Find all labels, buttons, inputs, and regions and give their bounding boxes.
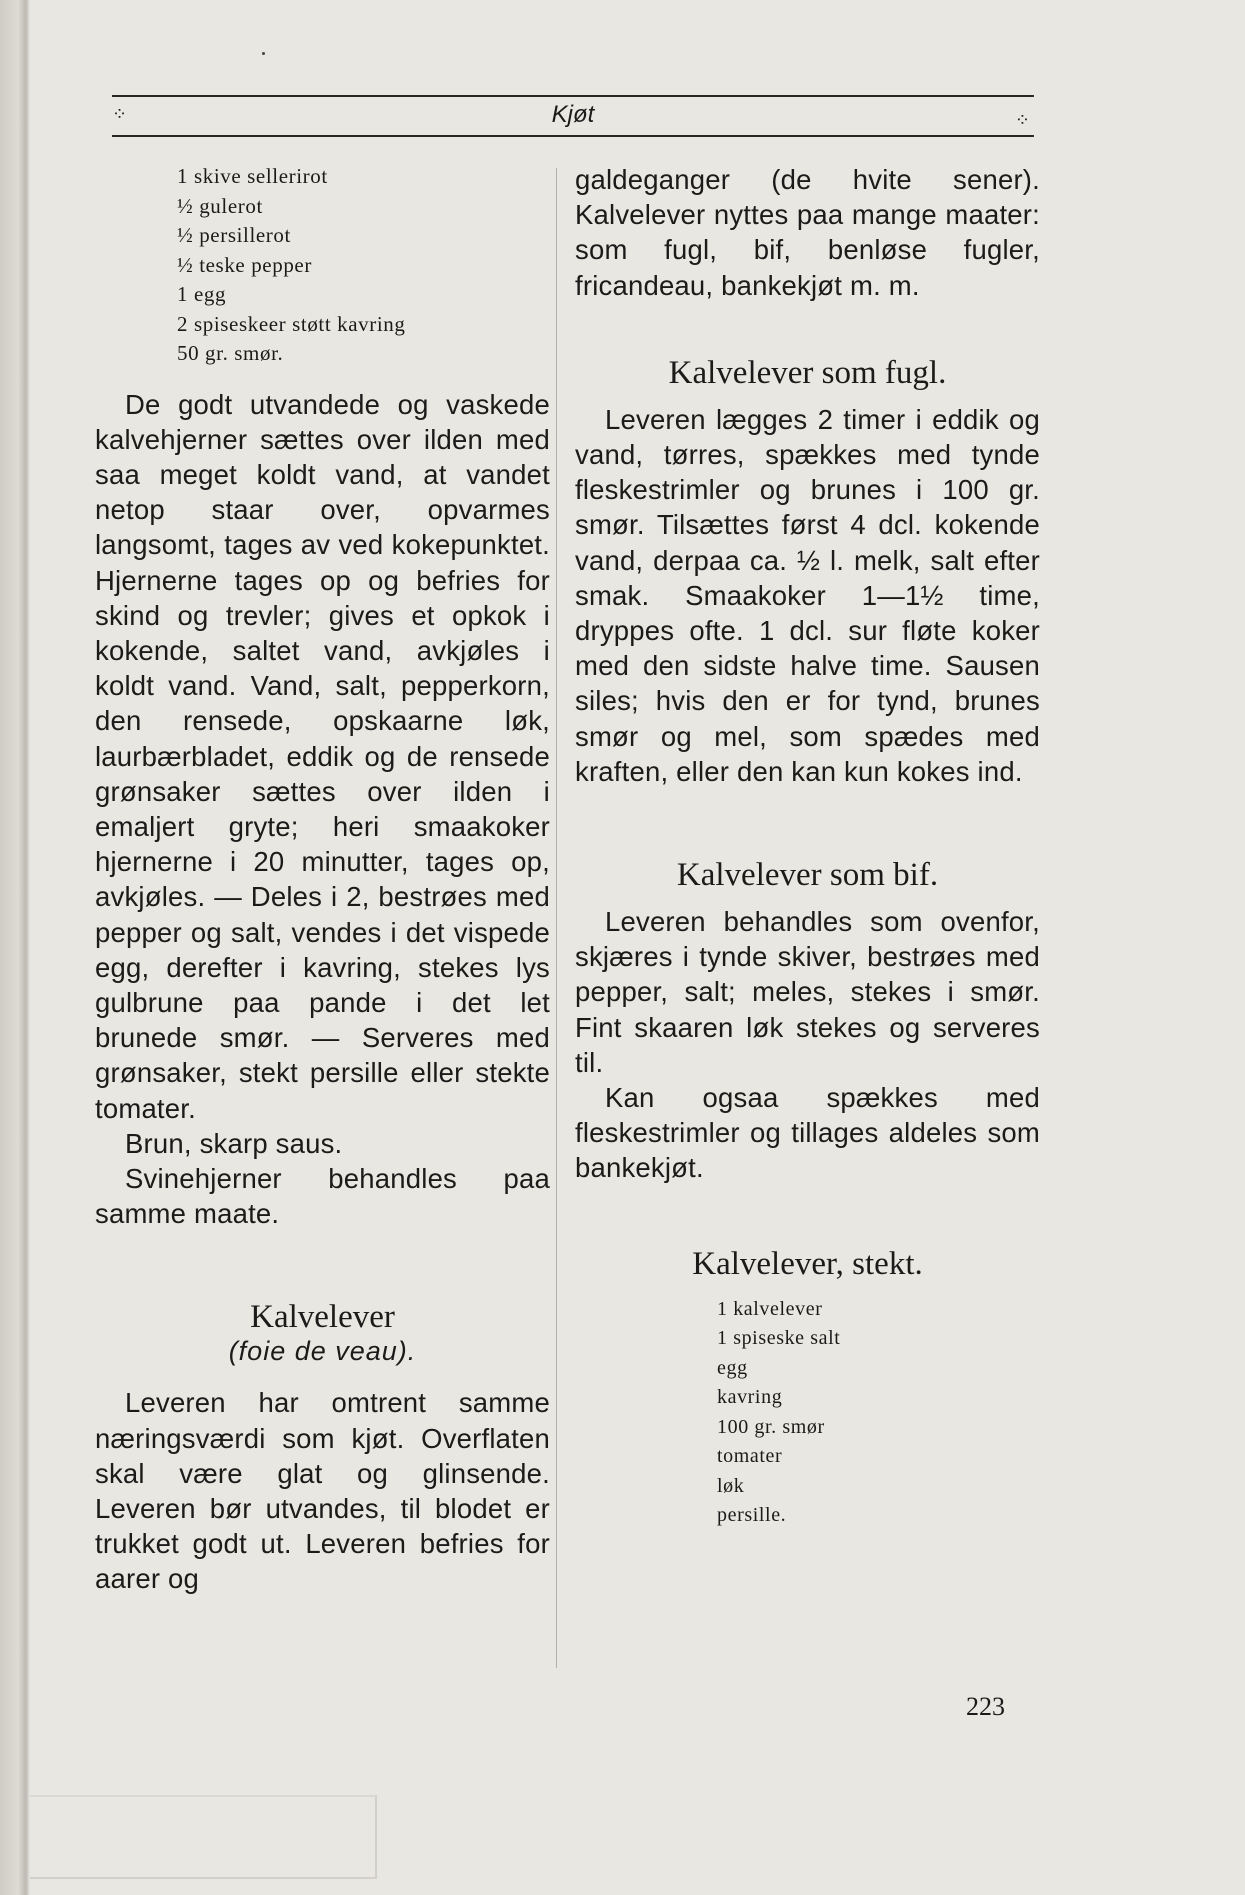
ingredient-item: 1 kalvelever bbox=[717, 1297, 823, 1320]
header-rule-top bbox=[112, 95, 1034, 97]
continuation-paragraph: galdeganger (de hvite sener). Kalvelever nyttes paa mange maater: som fugl, bif, benløse fugler, fricandeau, bankekjøt m. m. bbox=[575, 164, 1040, 301]
section-heading: Kalvelever bbox=[250, 1299, 395, 1336]
ingredient-item: løk bbox=[717, 1474, 745, 1497]
ornament-right-icon: ⁘ bbox=[1014, 110, 1030, 130]
ingredient-list-stekt bbox=[717, 1295, 1040, 1531]
scan-artifact bbox=[30, 1795, 377, 1879]
ingredient-item: 1 skive sellerirot bbox=[177, 164, 328, 188]
ingredient-item: ½ teske pepper bbox=[177, 252, 312, 277]
recipe-paragraph: Leveren behandles som ovenfor, skjæres i tynde skiver, bestrøes med pepper, salt; meles, stekes i smør. Fint skaaren løk stekes og serveres til. bbox=[575, 906, 1040, 1078]
ingredient-item: egg bbox=[717, 1356, 748, 1379]
column-divider bbox=[556, 168, 557, 1668]
ingredient-item: tomater bbox=[717, 1445, 783, 1468]
ingredient-item: persille. bbox=[717, 1504, 787, 1527]
section-heading: Kalvelever, stekt. bbox=[692, 1245, 923, 1282]
recipe-paragraph: Brun, skarp saus. bbox=[125, 1127, 343, 1159]
ingredient-item: ½ persillerot bbox=[177, 223, 291, 247]
right-column bbox=[575, 162, 1040, 1549]
recipe-paragraph: Svinehjerner behandles paa samme maate. bbox=[95, 1162, 550, 1230]
ingredient-item: 50 gr. smør. bbox=[177, 341, 284, 365]
ingredient-item: 1 spiseske salt bbox=[717, 1327, 841, 1350]
ingredient-list-hjerner bbox=[177, 162, 550, 369]
section-heading: Kalvelever som bif. bbox=[676, 857, 939, 894]
recipe-paragraph: Leveren lægges 2 timer i eddik og vand, tørres, spækkes med tynde fleskestrimler og brunes i 100 gr. smør. Tilsættes først 4 dcl. kokende vand, derpaa ca. ½ l. melk, salt efter smak. Smaakoker 1—1½ time, dryppes ofte. 1 dcl. sur fløte koker med den sidste halve time. Sausen siles; hvis den er for tynd, brunes smør og mel, som spædes med kraften, eller den kan kun kokes ind. bbox=[575, 403, 1040, 787]
ingredient-item: 100 gr. smør bbox=[717, 1415, 825, 1438]
section-heading: Kalvelever som fugl. bbox=[668, 354, 947, 391]
ingredient-item: 1 egg bbox=[177, 282, 227, 306]
ingredient-item: ½ gulerot bbox=[177, 193, 263, 218]
ornament-left-icon: ⁘ bbox=[112, 104, 128, 124]
speck bbox=[262, 52, 265, 55]
left-column bbox=[95, 162, 550, 1597]
page-number: 223 bbox=[966, 1692, 1005, 1721]
recipe-paragraph: Kan ogsaa spækkes med fleskestrimler og tillages aldeles som bankekjøt. bbox=[575, 1082, 1040, 1184]
ingredient-item: kavring bbox=[717, 1386, 783, 1409]
ingredient-item: 2 spiseskeer støtt kavring bbox=[177, 311, 406, 336]
header-title: Kjøt bbox=[551, 101, 595, 128]
recipe-paragraph: Leveren har omtrent samme næringsværdi som kjøt. Overflaten skal være glat og glinsende. Leveren bør utvandes, til blodet er trukket godt ut. Leveren befries for aarer og bbox=[95, 1387, 550, 1595]
recipe-paragraph: De godt utvandede og vaskede kalvehjerner sættes over ilden med saa meget koldt vand, at vandet netop staar over, opvarmes langsomt, tages av ved kokepunktet. Hjernerne tages op og befries for skind og trevler; gives et opkok i kokende, saltet vand, avkjøles i koldt vand. Vand, salt, pepperkorn, den rensede, opskaarne løk, laurbærbladet, eddik og de rensede grønsaker sættes over ilden i emaljert gryte; heri smaakoker hjernerne i 20 minutter, tages op, avkjøles. — Deles i 2, bestrøes med pepper og salt, vendes i det vispede egg, derefter i kavring, stekes lys gulbrune paa pande i det let brunede smør. — Serveres med grønsaker, stekt persille eller stekte tomater. bbox=[95, 388, 550, 1124]
running-header bbox=[112, 95, 1034, 139]
header-rule-bottom bbox=[112, 135, 1034, 137]
page-binding-edge bbox=[0, 0, 30, 1895]
section-subheading: (foie de veau). bbox=[228, 1336, 417, 1367]
